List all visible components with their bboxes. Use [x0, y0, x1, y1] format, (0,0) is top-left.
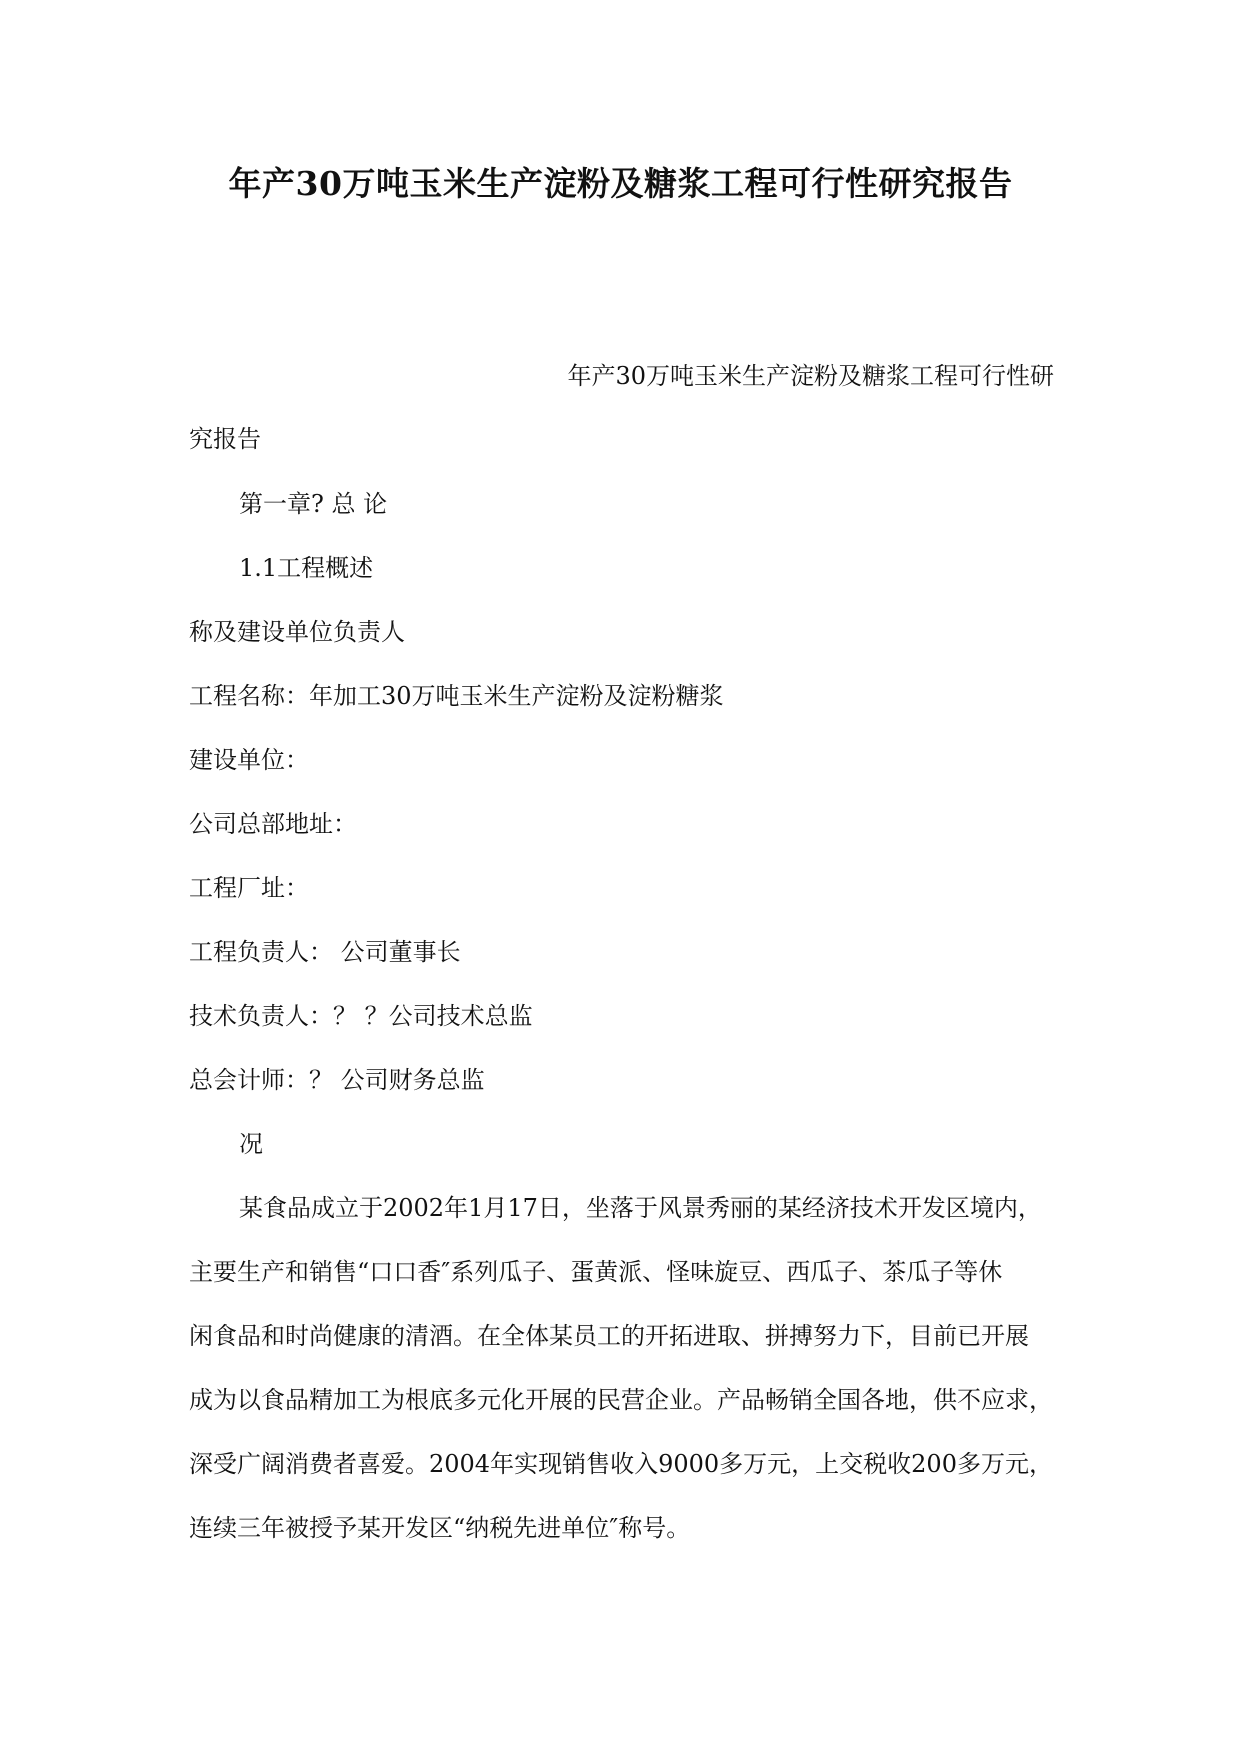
- subtitle-line-2: 究报告: [189, 425, 261, 453]
- body-paragraph-line: 成为以食品精加工为根底多元化开展的民营企业。产品畅销全国各地，供不应求，: [189, 1386, 1053, 1414]
- subsection-heading: 况: [239, 1130, 263, 1158]
- subtitle-line-1: 年产30万吨玉米生产淀粉及糖浆工程可行性研: [567, 362, 1054, 390]
- site-line: 工程厂址：: [189, 874, 309, 902]
- chapter-heading: 第一章? 总 论: [239, 490, 388, 518]
- paragraph-line: 称及建设单位负责人: [189, 618, 405, 646]
- body-paragraph-line: 闲食品和时尚健康的清酒。在全体某员工的开拓进取、拼搏努力下，目前已开展: [189, 1322, 1029, 1350]
- body-paragraph-line: 连续三年被授予某开发区“纳税先进单位″称号。: [189, 1514, 691, 1542]
- project-lead-line: 工程负责人： 公司董事长: [189, 938, 461, 966]
- builder-line: 建设单位：: [189, 746, 309, 774]
- body-paragraph-line: 深受广阔消费者喜爱。2004年实现销售收入9000多万元，上交税收200多万元，: [189, 1450, 1053, 1478]
- hq-address-line: 公司总部地址：: [189, 810, 357, 838]
- chief-accountant-line: 总会计师：？ 公司财务总监: [189, 1066, 485, 1094]
- section-heading: 1.1工程概述: [239, 554, 374, 582]
- project-name-line: 工程名称：年加工30万吨玉米生产淀粉及淀粉糖浆: [189, 682, 724, 710]
- body-paragraph-line: 主要生产和销售“口口香″系列瓜子、蛋黄派、怪味旋豆、西瓜子、茶瓜子等休: [189, 1258, 1003, 1286]
- body-paragraph-line: 某食品成立于2002年1月17日，坐落于风景秀丽的某经济技术开发区境内，: [239, 1194, 1042, 1222]
- document-title: 年产30万吨玉米生产淀粉及糖浆工程可行性研究报告: [228, 164, 1013, 203]
- tech-lead-line: 技术负责人：？ ？公司技术总监: [189, 1002, 533, 1030]
